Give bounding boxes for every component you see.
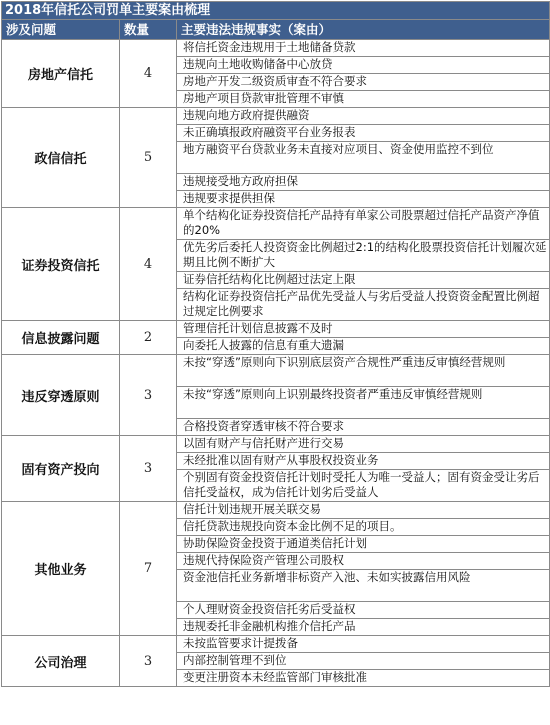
fact-cell: 合格投资者穿透审核不符合要求 <box>177 419 550 436</box>
fact-cell: 变更注册资本未经监管部门审核批准 <box>177 670 550 687</box>
category-cell: 证券投资信托 <box>2 208 120 321</box>
table-row <box>2 355 550 387</box>
fact-cell: 房地产项目贷款审批管理不审慎 <box>177 91 550 108</box>
header-count: 数量 <box>120 20 177 40</box>
table-row <box>2 40 550 57</box>
fact-cell: 结构化证券投资信托产品优先受益人与劣后受益人投资资金配置比例超过规定比例要求 <box>177 289 550 321</box>
title-row <box>2 2 550 20</box>
fact-cell: 将信托资金违规用于土地储备贷款 <box>177 40 550 57</box>
count-cell: 3 <box>120 355 177 436</box>
fact-cell: 违规委托非金融机构推介信托产品 <box>177 619 550 636</box>
table-row <box>2 321 550 338</box>
fact-cell: 地方融资平台贷款业务未直接对应项目、资金使用监控不到位 <box>177 142 550 174</box>
count-cell: 5 <box>120 108 177 208</box>
fact-cell: 违规向土地收购储备中心放贷 <box>177 57 550 74</box>
table-row <box>2 208 550 240</box>
fact-cell: 优先劣后委托人投资资金比例超过2:1的结构化股票投资信托计划履次延期且比例不断扩大 <box>177 240 550 272</box>
category-cell: 公司治理 <box>2 636 120 687</box>
fact-cell: 未按“穿透”原则向上识别最终投资者严重违反审慎经营规则 <box>177 387 550 419</box>
category-cell: 违反穿透原则 <box>2 355 120 436</box>
penalty-summary-table-wrapper <box>1 1 549 723</box>
fact-cell: 管理信托计划信息披露不及时 <box>177 321 550 338</box>
count-cell: 4 <box>120 40 177 108</box>
count-cell: 2 <box>120 321 177 355</box>
fact-cell: 协助保险资金投资于通道类信托计划 <box>177 536 550 553</box>
fact-cell: 违规代持保险资产管理公司股权 <box>177 553 550 570</box>
fact-cell: 信托贷款违规投向资本金比例不足的项目。 <box>177 519 550 536</box>
count-cell: 3 <box>120 436 177 502</box>
category-cell: 固有资产投向 <box>2 436 120 502</box>
penalty-summary-table <box>1 1 550 687</box>
fact-cell: 未经批准以固有财产从事股权投资业务 <box>177 453 550 470</box>
fact-cell: 资金池信托业务新增非标资产入池、未如实披露信用风险 <box>177 570 550 602</box>
count-cell: 7 <box>120 502 177 636</box>
count-cell: 4 <box>120 208 177 321</box>
fact-cell: 违规接受地方政府担保 <box>177 174 550 191</box>
fact-cell: 个人理财资金投资信托劣后受益权 <box>177 602 550 619</box>
fact-cell: 未正确填报政府融资平台业务报表 <box>177 125 550 142</box>
category-cell: 其他业务 <box>2 502 120 636</box>
fact-cell: 个别固有资金投资信托计划时受托人为唯一受益人；固有资金受让劣后信托受益权，成为信托计划劣后受益人 <box>177 470 550 502</box>
header-facts: 主要违法违规事实（案由） <box>177 20 550 40</box>
table-row <box>2 502 550 519</box>
table-row <box>2 436 550 453</box>
header-row <box>2 20 550 40</box>
fact-cell: 以固有财产与信托财产进行交易 <box>177 436 550 453</box>
table-row <box>2 636 550 653</box>
category-cell: 信息披露问题 <box>2 321 120 355</box>
fact-cell: 内部控制管理不到位 <box>177 653 550 670</box>
fact-cell: 证券信托结构化比例超过法定上限 <box>177 272 550 289</box>
header-category: 涉及问题 <box>2 20 120 40</box>
fact-cell: 单个结构化证券投资信托产品持有单家公司股票超过信托产品资产净值的20% <box>177 208 550 240</box>
category-cell: 政信信托 <box>2 108 120 208</box>
fact-cell: 信托计划违规开展关联交易 <box>177 502 550 519</box>
fact-cell: 房地产开发二级资质审查不符合要求 <box>177 74 550 91</box>
category-cell: 房地产信托 <box>2 40 120 108</box>
table-title: 2018年信托公司罚单主要案由梳理 <box>2 2 550 20</box>
fact-cell: 未按“穿透”原则向下识别底层资产合规性严重违反审慎经营规则 <box>177 355 550 387</box>
fact-cell: 违规向地方政府提供融资 <box>177 108 550 125</box>
fact-cell: 未按监管要求计提拨备 <box>177 636 550 653</box>
count-cell: 3 <box>120 636 177 687</box>
fact-cell: 违规要求提供担保 <box>177 191 550 208</box>
table-row <box>2 108 550 125</box>
fact-cell: 向委托人披露的信息有重大遗漏 <box>177 338 550 355</box>
